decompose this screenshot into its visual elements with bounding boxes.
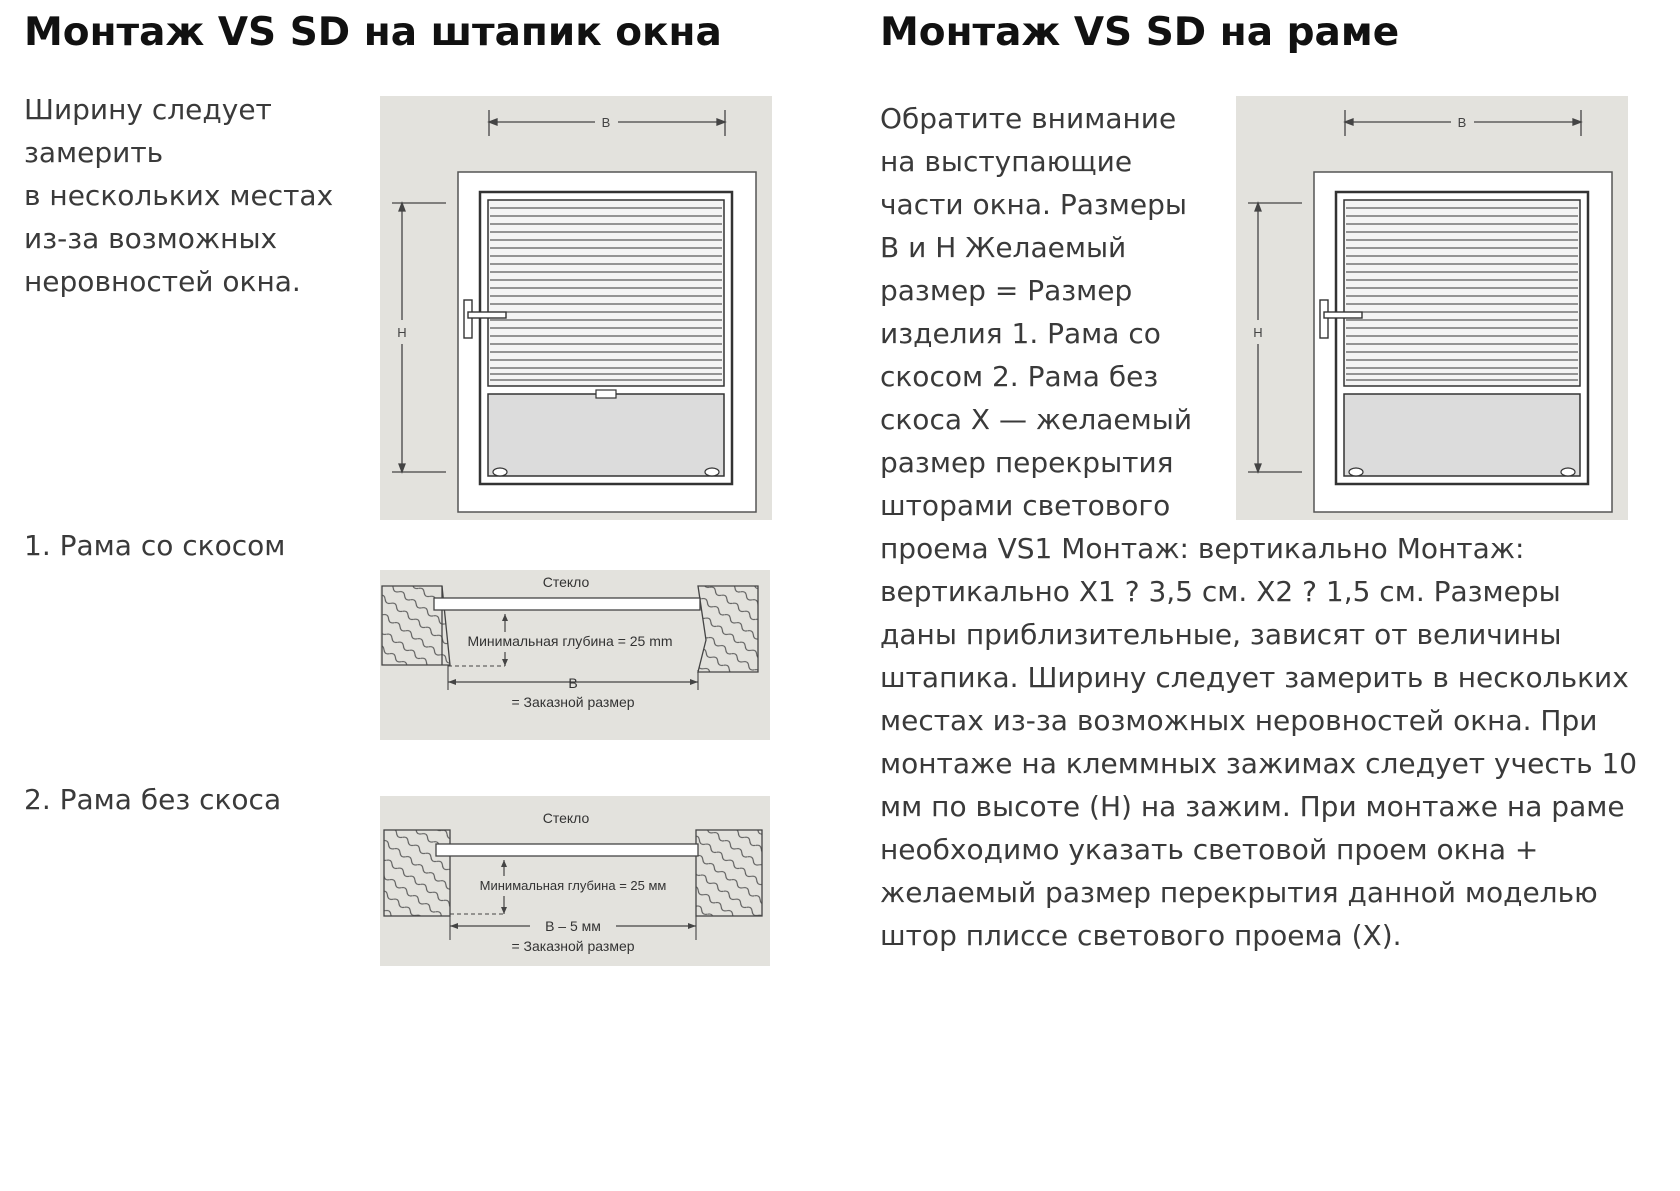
right-text-line: необходимо указать световой проем окна +	[880, 833, 1539, 866]
profile-diagram-no-bevel	[380, 796, 770, 966]
order-size-label: = Заказной размер	[511, 938, 635, 954]
left-intro-line: из-за возможных	[24, 222, 278, 255]
right-text-line: монтаже на клеммных зажимах следует учесть 10	[880, 747, 1638, 780]
order-size-label: = Заказной размер	[511, 694, 635, 710]
left-intro	[24, 88, 354, 303]
right-text-line: скосом 2. Рама без	[880, 360, 1159, 393]
right-text-line: проема VS1 Монтаж: вертикально Монтаж:	[880, 532, 1525, 565]
left-intro-line: в нескольких местах	[24, 179, 334, 212]
left-intro-line: неровностей окна.	[24, 265, 301, 298]
window-diagram-glazing-bead	[380, 96, 772, 520]
right-text-line: изделия 1. Рама со	[880, 317, 1161, 350]
height-label: H	[397, 325, 407, 340]
right-heading: Монтаж VS SD на раме	[880, 10, 1400, 55]
size-label: B – 5 мм	[545, 918, 601, 934]
left-intro-line: Ширину следует	[24, 93, 272, 126]
right-text-line: мм по высоте (H) на зажим. При монтаже на раме	[880, 790, 1625, 823]
item-frame-without-bevel: 2. Рама без скоса	[24, 783, 282, 816]
right-text-wide	[880, 527, 1670, 957]
right-text-line: скоса X — желаемый	[880, 403, 1193, 436]
right-text-line: размер перекрытия	[880, 446, 1174, 479]
width-label: B	[1457, 115, 1467, 130]
left-intro-line: замерить	[24, 136, 164, 169]
min-depth-label: Минимальная глубина = 25 мм	[479, 878, 667, 893]
right-text-line: вертикально X1 ? 3,5 см. X2 ? 1,5 см. Размеры	[880, 575, 1561, 608]
glass-label: Стекло	[542, 574, 590, 590]
min-depth-label: Минимальная глубина = 25 mm	[467, 633, 673, 649]
window-diagram-frame-mount	[1236, 96, 1628, 520]
size-label: B	[568, 675, 578, 691]
right-text-line: части окна. Размеры	[880, 188, 1187, 221]
right-text-line: штапика. Ширину следует замерить в нескольких	[880, 661, 1629, 694]
right-text-line: Обратите внимание	[880, 102, 1177, 135]
item-frame-with-bevel: 1. Рама со скосом	[24, 529, 286, 562]
right-text-narrow	[880, 97, 1230, 527]
right-text-line: штор плиссе светового проема (X).	[880, 919, 1402, 952]
right-text-line: желаемый размер перекрытия данной моделью	[880, 876, 1598, 909]
right-text-line: B и H Желаемый	[880, 231, 1127, 264]
left-heading: Монтаж VS SD на штапик окна	[24, 10, 722, 55]
right-text-line: на выступающие	[880, 145, 1133, 178]
height-label: H	[1253, 325, 1263, 340]
right-text-line: размер = Размер	[880, 274, 1133, 307]
right-text-line: местах из-за возможных неровностей окна. При	[880, 704, 1598, 737]
right-text-line: даны приблизительные, зависят от величины	[880, 618, 1562, 651]
right-text-line: шторами светового	[880, 489, 1171, 522]
glass-label: Стекло	[542, 810, 590, 826]
width-label: B	[601, 115, 611, 130]
profile-diagram-bevel	[380, 570, 770, 740]
